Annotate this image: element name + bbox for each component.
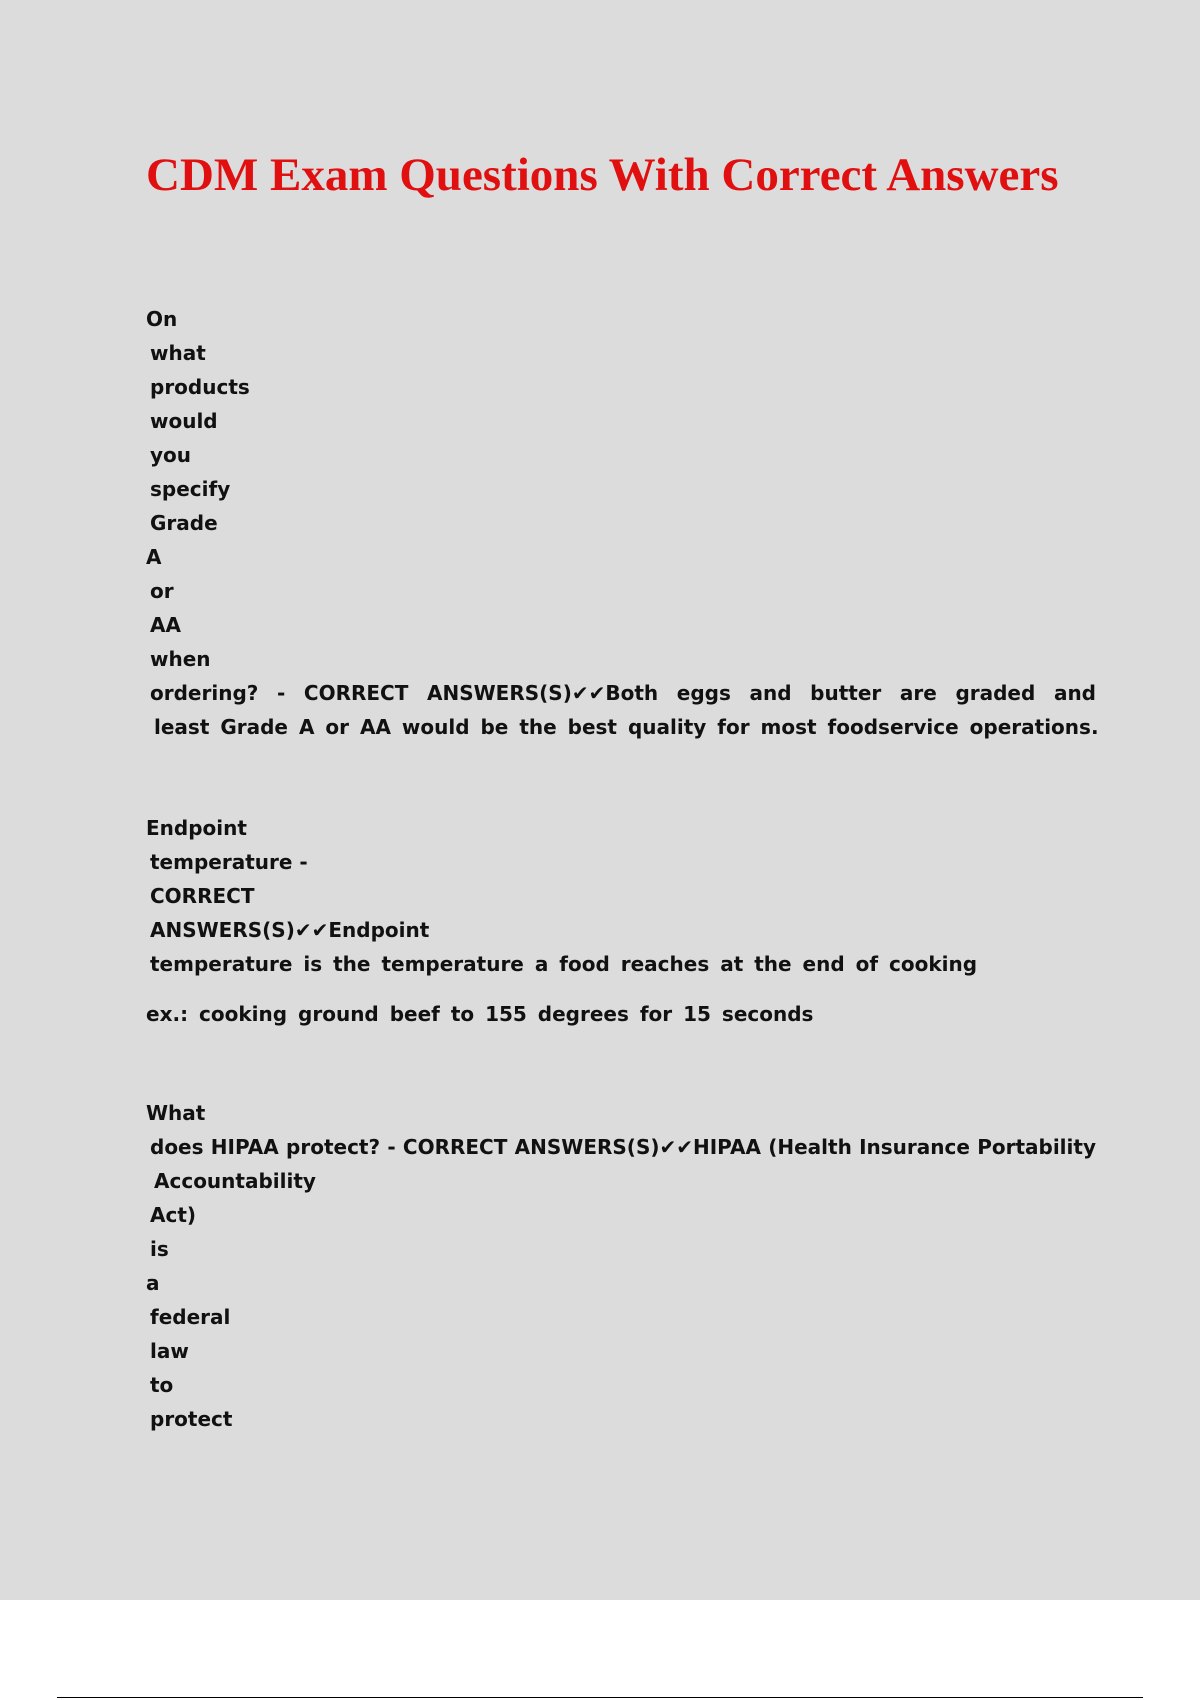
question-1-line: what	[150, 341, 206, 365]
question-3-answer-line: protect	[150, 1407, 233, 1431]
question-2-answer-line: temperature is the temperature a food reaches at the end of cooking	[150, 952, 978, 976]
question-1-line: you	[150, 443, 192, 467]
question-1-line: A	[146, 545, 162, 569]
question-2-line: CORRECT	[150, 884, 255, 908]
footer-divider	[57, 1697, 1143, 1698]
question-1-line: Grade	[150, 511, 218, 535]
question-1-line: when	[150, 647, 211, 671]
question-3-answer-line: to	[150, 1373, 174, 1397]
question-1-line: or	[150, 579, 174, 603]
question-3-answer-line: Act)	[150, 1203, 197, 1227]
question-1-line: AA	[150, 613, 181, 637]
question-1-answer-line: least Grade A or AA would be the best quality for most foodservice operations.	[154, 715, 1099, 739]
question-1-answer-line: ordering? - CORRECT ANSWERS(S)✔✔Both eggs and butter are graded and	[150, 681, 1096, 705]
question-block-2	[146, 811, 1096, 1031]
question-3-answer-line: a	[146, 1271, 160, 1295]
question-3-answer-line: Accountability	[154, 1169, 316, 1193]
question-block-3	[146, 1096, 1096, 1436]
question-3-line: What	[146, 1101, 206, 1125]
question-1-line: On	[146, 307, 178, 331]
question-1-line: specify	[150, 477, 231, 501]
question-1-line: would	[150, 409, 218, 433]
question-2-line: ANSWERS(S)✔✔Endpoint	[150, 918, 430, 942]
question-block-1	[146, 302, 1099, 744]
question-3-answer-line: does HIPAA protect? - CORRECT ANSWERS(S)✔✔HIPAA (Health Insurance Portability	[150, 1135, 1096, 1159]
question-3-answer-line: federal	[150, 1305, 231, 1329]
question-3-answer-line: law	[150, 1339, 189, 1363]
question-2-line: temperature -	[150, 850, 308, 874]
question-2-example-line: ex.: cooking ground beef to 155 degrees for 15 seconds	[146, 1002, 814, 1026]
question-3-answer-line: is	[150, 1237, 169, 1261]
document-title: CDM Exam Questions With Correct Answers	[146, 149, 1059, 201]
question-2-line: Endpoint	[146, 816, 247, 840]
question-1-line: products	[150, 375, 250, 399]
